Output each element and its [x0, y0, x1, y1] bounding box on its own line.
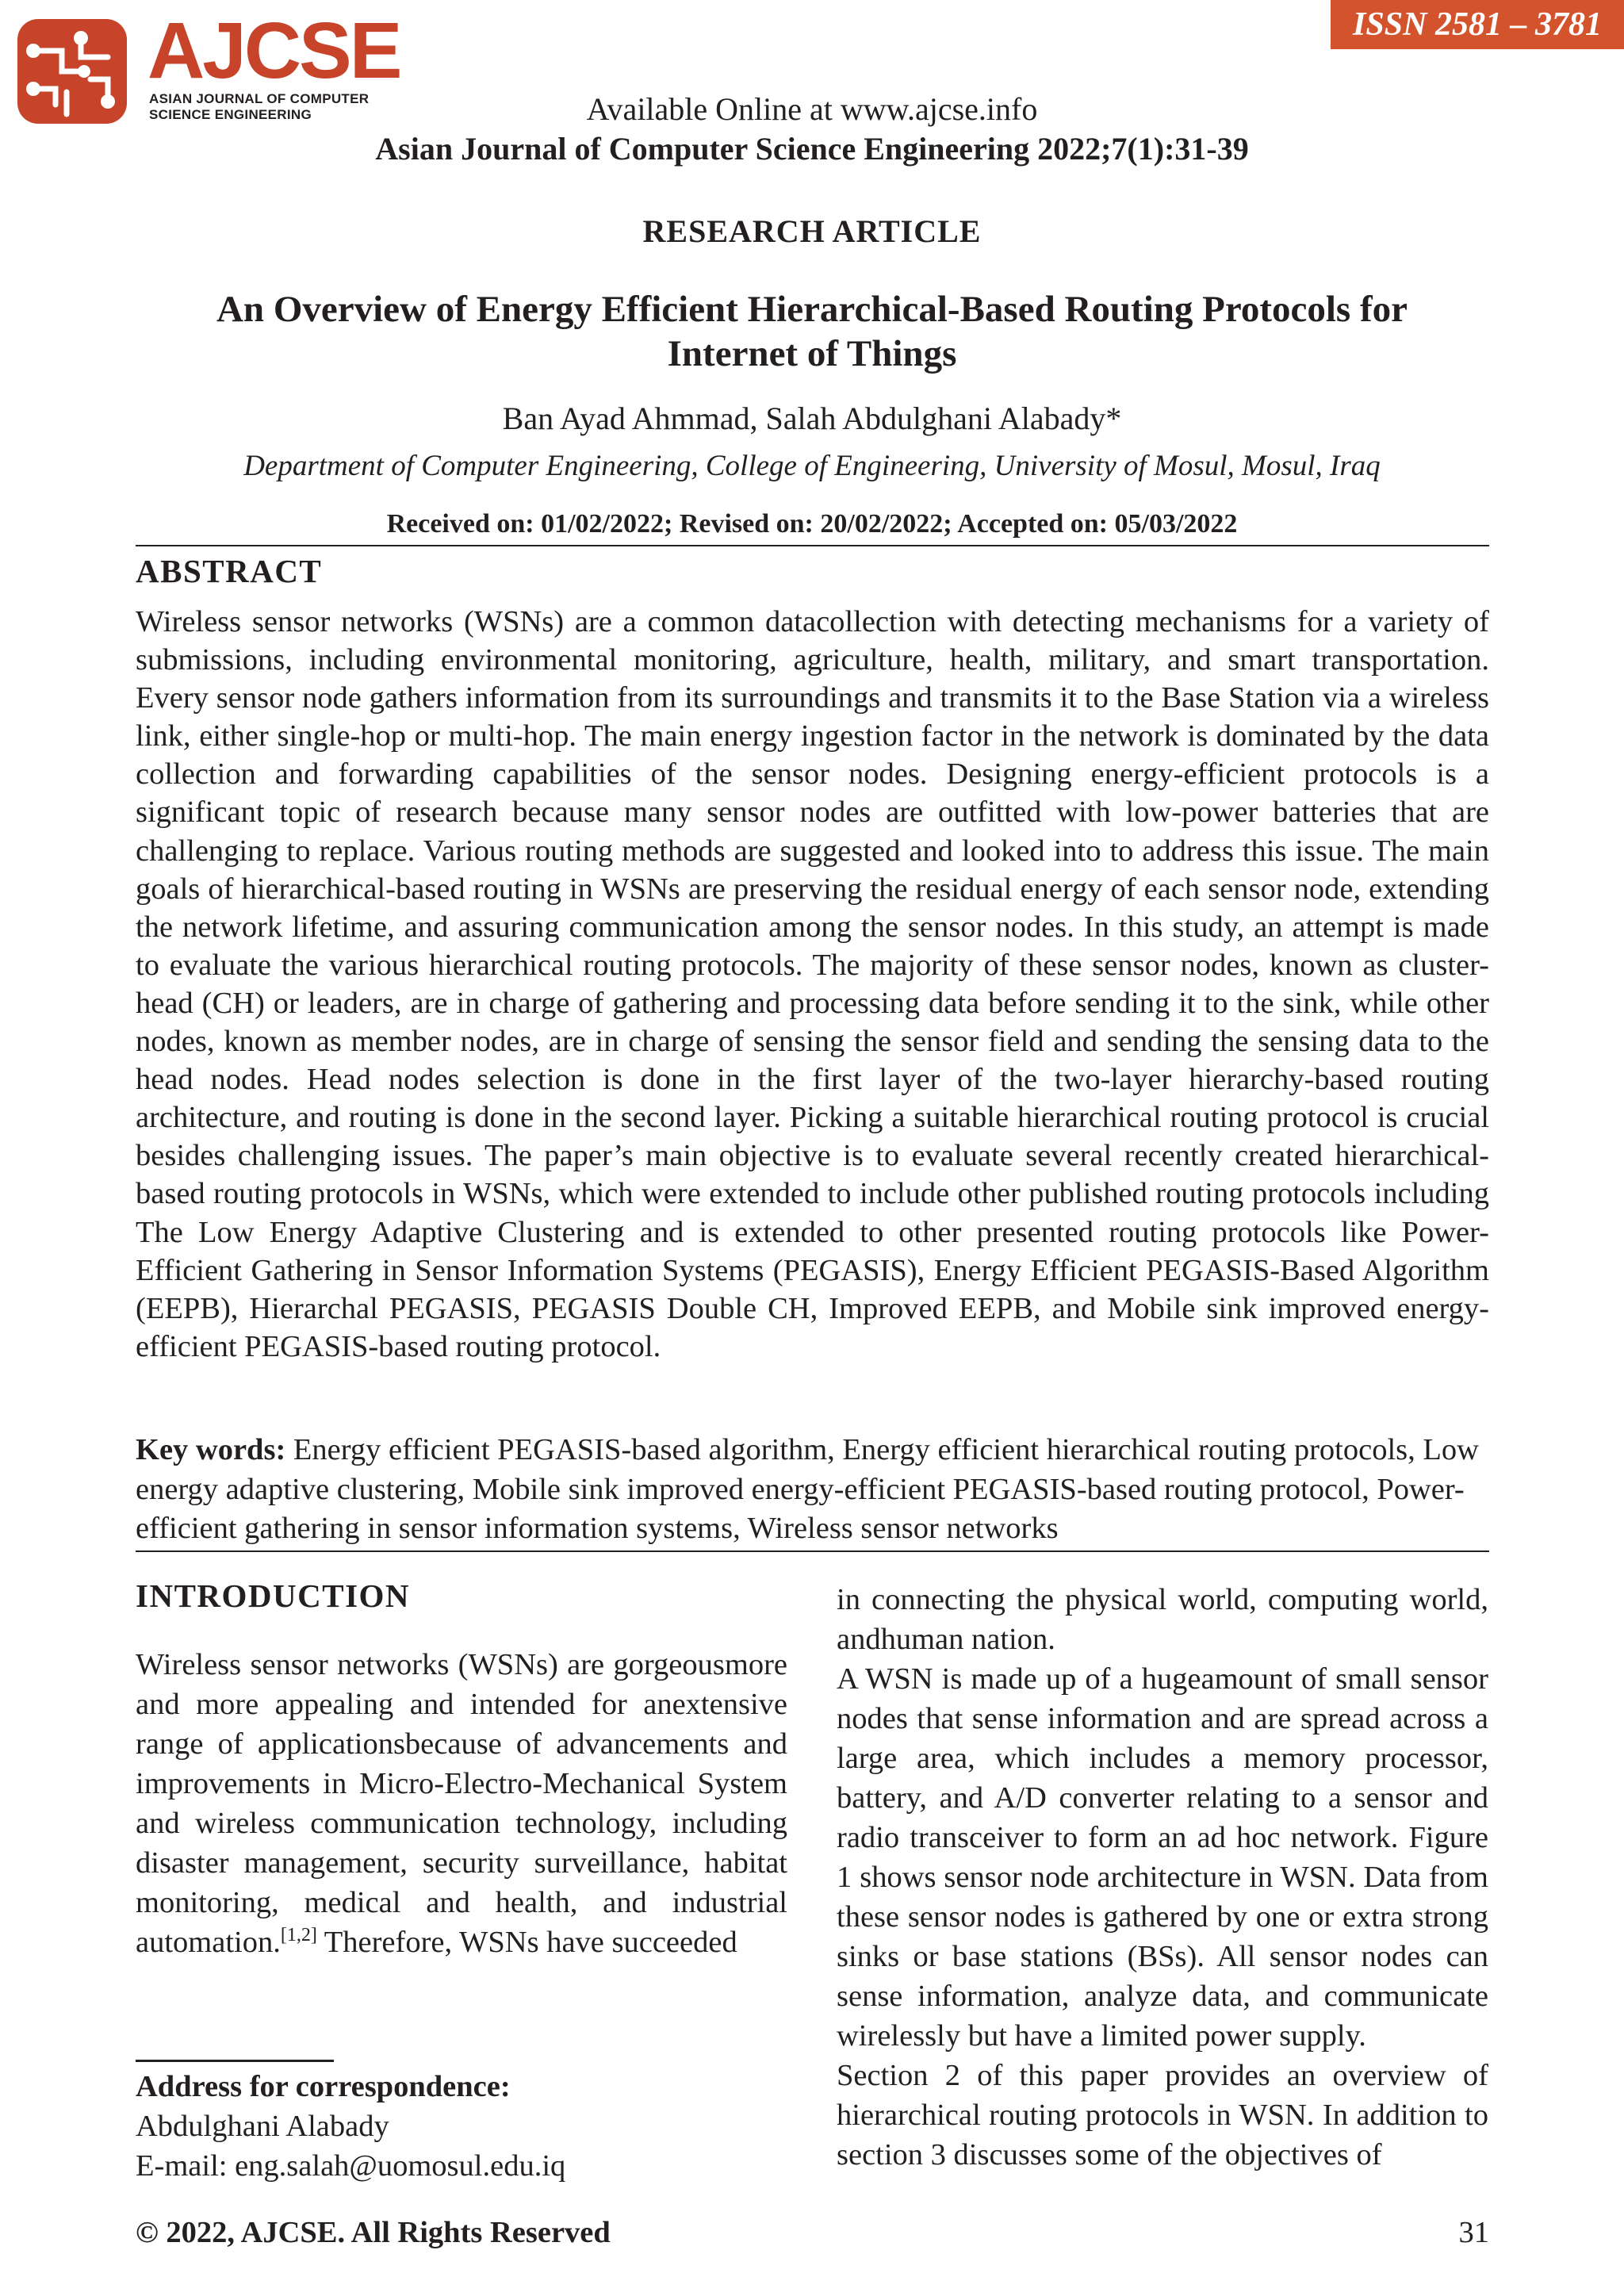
keywords [136, 1431, 1489, 1549]
keywords-label: Key words: [136, 1433, 286, 1466]
intro-paragraph: A WSN is made up of a hugeamount of small sensor nodes that sense information and are spread across a large area, which includes a memory processor, battery, and A/D converter relating to a sensor and radio transceiver to form an ad hoc network. Figure 1 shows sensor node architecture in WSN. Data from these sensor nodes is gathered by one or extra strong sinks or base stations (BSs). All sensor nodes can sense information, analyze data, and communicate wirelessly but have a limited power supply. [837, 1662, 1488, 2053]
article-type: RESEARCH ARTICLE [642, 213, 982, 249]
keywords-text: Energy efficient PEGASIS-based algorithm, Energy efficient hierarchical routing protocols, Low energy adaptive clustering, Mobile sink improved energy-efficient PEGASIS-based routing protocol, Power-efficient gathering in sensor information systems, Wireless sensor networks [136, 1433, 1479, 1545]
footnote-rule [136, 2060, 334, 2062]
correspondence-name: Abdulghani Alabady [136, 2110, 389, 2143]
affiliation: Department of Computer Engineering, College of Engineering, University of Mosul, Mosul, Iraq [243, 450, 1381, 482]
divider [136, 1550, 1489, 1552]
logo-subtitle-line1: ASIAN JOURNAL OF COMPUTER [149, 91, 370, 106]
submission-dates: Received on: 01/02/2022; Revised on: 20/02/2022; Accepted on: 05/03/2022 [386, 509, 1238, 539]
intro-paragraph: in connecting the physical world, computing world, andhuman nation. [837, 1583, 1488, 1656]
page-number: 31 [1458, 2216, 1489, 2249]
correspondence-heading: Address for correspondence: [136, 2070, 511, 2103]
abstract-body: Wireless sensor networks (WSNs) are a common datacollection with detecting mechanisms for a variety of submissions, including environmental monitoring, agriculture, health, military, and smart transportation. Every sensor node gathers information from its surroundings and transmits it to the Base Station via a wireless link, either single-hop or multi-hop. The main energy ingestion factor in the network is dominated by the data collection and forwarding capabilities of the sensor nodes. Designing energy-efficient protocols is a significant topic of research because many sensor nodes are outfitted with low-power batteries that are challenging to replace. Various routing methods are suggested and looked into to address this issue. The main goals of hierarchical-based routing in WSNs are preserving the residual energy of each sensor node, extending the network lifetime, and assuring communication among the sensor nodes. In this study, an attempt is made to evaluate the various hierarchical routing protocols. The majority of these sensor nodes, known as cluster-head (CH) or leaders, are in charge of gathering and processing data before sending it to the sink, while other nodes, known as member nodes, are in charge of sensing the sensor field and sending the sensing data to the head nodes. Head nodes selection is done in the first layer of the two-layer hierarchy-based routing architecture, and routing is done in the second layer. Picking a suitable hierarchical routing protocol is crucial besides challenging issues. The paper’s main objective is to evaluate several recently created hierarchical-based routing protocols in WSNs, which were extended to include other published routing protocols including The Low Energy Adaptive Clustering and is extended to other presented routing protocols like Power-Efficient Gathering in Sensor Information Systems (PEGASIS), Energy Efficient PEGASIS-Based Algorithm (EEPB), Hierarchal PEGASIS, PEGASIS Double CH, Improved EEPB, and Mobile sink improved energy-efficient PEGASIS-based routing protocol. [136, 605, 1489, 1363]
journal-citation: Asian Journal of Computer Science Engineering 2022;7(1):31-39 [375, 131, 1249, 167]
intro-paragraph [136, 1645, 787, 1962]
divider [136, 545, 1489, 546]
correspondence-email[interactable]: E-mail: eng.salah@uomosul.edu.iq [136, 2149, 566, 2183]
intro-text-tail: Therefore, WSNs have succeeded [316, 1926, 737, 1959]
available-online: Available Online at www.ajcse.info [586, 91, 1038, 127]
copyright: © 2022, AJCSE. All Rights Reserved [136, 2216, 611, 2249]
logo-title: AJCSE [147, 6, 400, 95]
intro-paragraph: Section 2 of this paper provides an overview of hierarchical routing protocols in WSN. In addition to section 3 discusses some of the objectives of [837, 2059, 1488, 2171]
logo-subtitle-line2: SCIENCE ENGINEERING [149, 107, 312, 122]
paper-title: An Overview of Energy Efficient Hierarchical-Based Routing Protocols for Internet of Things [216, 289, 1408, 374]
intro-text: Wireless sensor networks (WSNs) are gorgeousmore and more appealing and intended for anextensive range of applicationsbecause of advancements and improvements in Micro-Electro-Mechanical System and wireless communication technology, including disaster management, security surveillance, habitat monitoring, medical and health, and industrial automation. [136, 1648, 787, 1959]
citation-link[interactable]: [1,2] [280, 1925, 317, 1946]
issn-badge: ISSN 2581 – 3781 [1331, 0, 1624, 49]
abstract-heading: ABSTRACT [136, 553, 323, 589]
section-heading: INTRODUCTION [136, 1577, 411, 1614]
authors: Ban Ayad Ahmmad, Salah Abdulghani Alabady* [502, 401, 1122, 436]
